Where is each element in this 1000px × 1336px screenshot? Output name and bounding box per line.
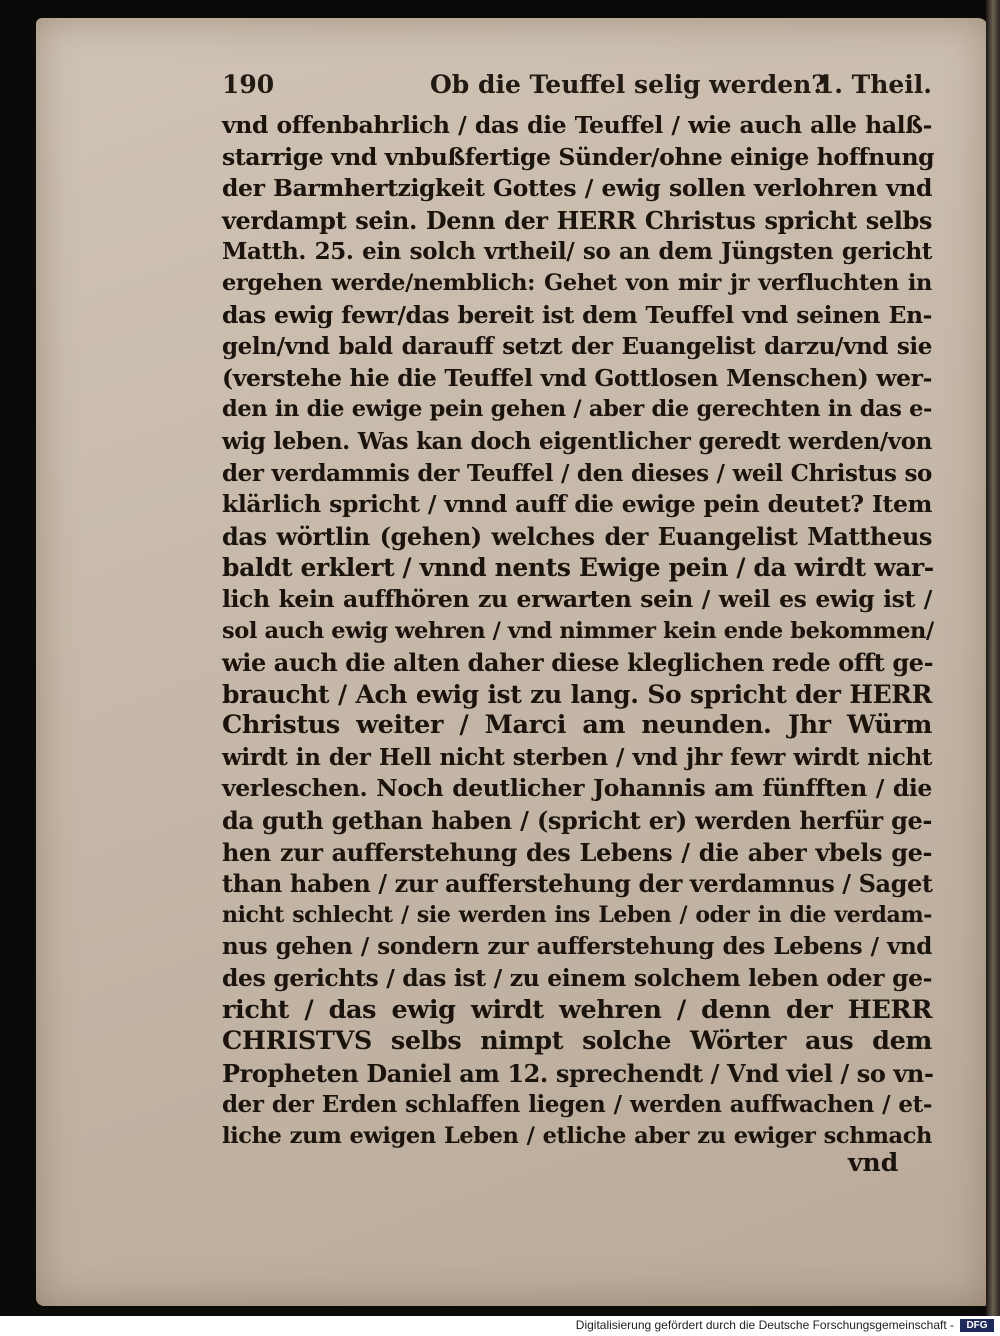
text-line: sol auch ewig wehren / vnd nimmer kein ende bekommen/ [222,617,934,644]
footer-bar [0,1316,1000,1336]
text-line: das wörtlin (gehen) welches der Euangelist Mattheus [222,521,932,551]
text-line: verdampt sein. Denn der HERR Christus spricht selbs [222,205,932,235]
text-line: nicht schlecht / sie werden ins Leben / oder in die verdam- [222,901,932,928]
text-line: (verstehe hie die Teuffel vnd Gottlosen Menschen) wer- [222,363,932,392]
text-line: baldt erklert / vnnd nents Ewige pein / da wirdt war- [222,553,934,583]
text-line: vnd offenbahrlich / das die Teuffel / wie auch alle halß- [222,111,932,139]
text-line: richt / das ewig wirdt wehren / denn der HERR [222,994,932,1025]
text-line: Propheten Daniel am 12. sprechendt / Vnd viel / so vn- [222,1058,934,1088]
text-line: des gerichts / das ist / zu einem solchem leben oder ge- [222,964,932,993]
book-edge [986,0,1000,1320]
text-line: da guth gethan haben / (spricht er) werden herfür ge- [222,806,932,836]
text-line: Christus weiter / Marci am neunden. Jhr Würm [222,710,932,741]
part-label: 1. Theil. [816,70,932,99]
text-line: wirdt in der Hell nicht sterben / vnd jhr fewr wirdt nicht [222,743,932,771]
catchword: vnd [848,1148,899,1177]
text-line: den in die ewige pein gehen / aber die gerechten in das e- [222,396,932,423]
text-line: wie auch die alten daher diese kleglichen rede offt ge- [222,648,934,678]
text-line: liche zum ewigen Leben / etliche aber zu ewiger schmach [222,1123,932,1149]
text-line: klärlich spricht / vnnd auff die ewige pein deutet? Item [222,490,932,519]
text-line: starrige vnd vnbußfertige Sünder/ohne einige hoffnung [222,142,935,171]
page-number: 190 [222,70,275,99]
text-line: nus gehen / sondern zur aufferstehung des Lebens / vnd [222,933,932,961]
body-text [222,110,935,1153]
text-line: der der Erden schlaffen liegen / werden auffwachen / et- [222,1091,932,1119]
text-line: der Barmhertzigkeit Gottes / ewig sollen verlohren vnd [222,174,932,203]
text-line: hen zur aufferstehung des Lebens / die aber vbels ge- [222,837,932,867]
text-line: wig leben. Was kan doch eigentlicher geredt werden/von [222,427,932,455]
text-line: CHRISTVS selbs nimpt solche Wörter aus dem [222,1026,932,1057]
text-line: lich kein auffhören zu erwarten sein / weil es ewig ist / [222,584,932,613]
text-line: verleschen. Noch deutlicher Johannis am fünfften / die [222,774,932,803]
text-line: Matth. 25. ein solch vrtheil/ so an dem Jüngsten gericht [222,238,932,266]
text-line: das ewig fewr/das bereit ist dem Teuffel vnd seinen En- [222,300,932,329]
running-head: Ob die Teuffel selig werden? [430,70,826,99]
page-header [222,70,932,104]
text-line: der verdammis der Teuffel / den dieses / weil Christus so [222,459,932,487]
text-line: geln/vnd bald darauff setzt der Euangelist darzu/vnd sie [222,333,932,361]
dfg-logo: DFG [960,1319,994,1332]
text-line: ergehen werde/nemblich: Gehet von mir jr verfluchten in [222,269,932,296]
text-line: than haben / zur aufferstehung der verdamnus / Saget [222,869,933,899]
text-line: braucht / Ach ewig ist zu lang. So spricht der HERR [222,679,932,709]
footer-credit: Digitalisierung gefördert durch die Deutsche Forschungsgemeinschaft - [575,1318,954,1332]
